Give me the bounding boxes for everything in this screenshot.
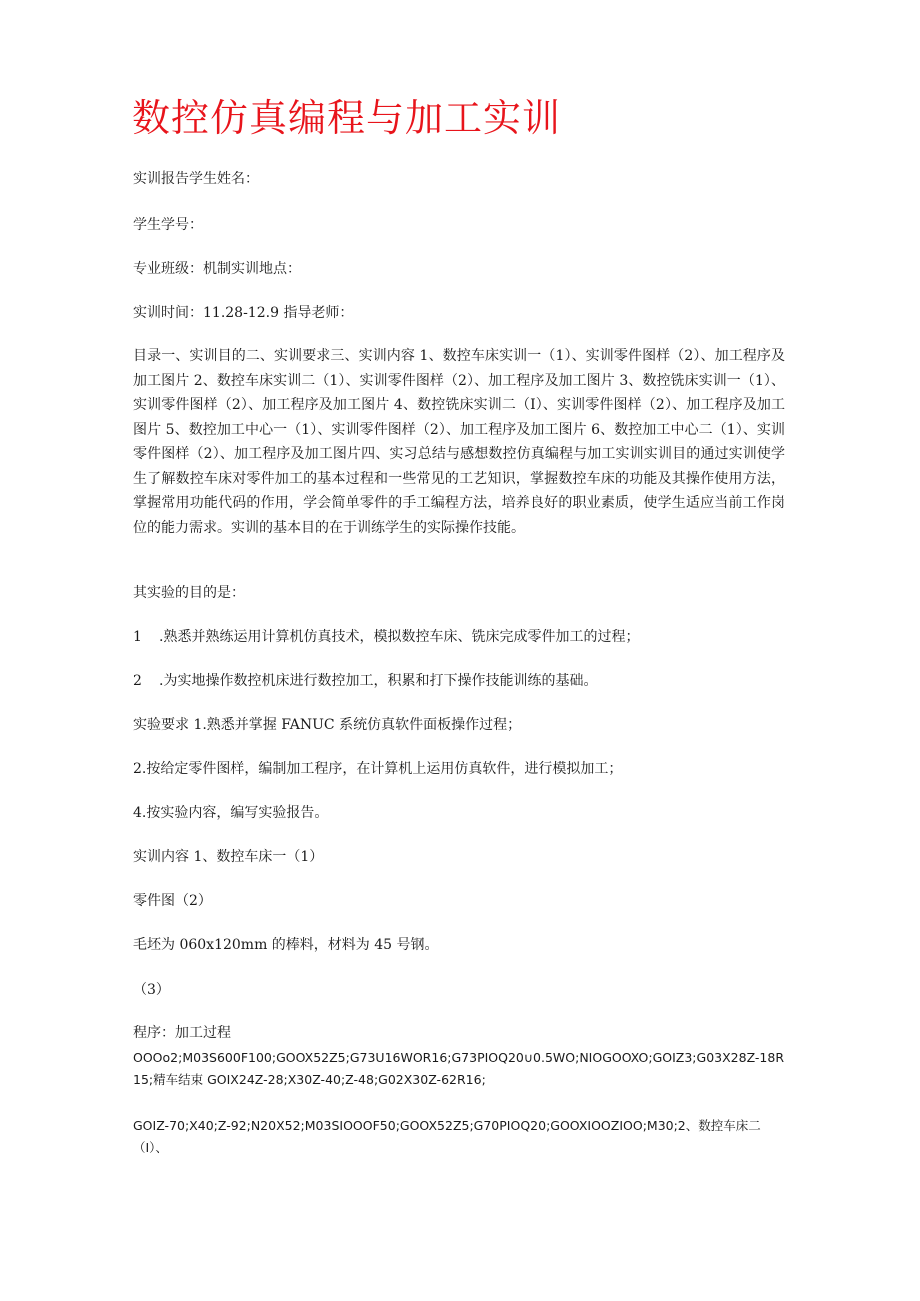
part-drawing-label: 零件图（2） bbox=[133, 893, 212, 909]
purpose-item-2-text: .为实地操作数控机床进行数控加工，积累和打下操作技能训练的基础。 bbox=[159, 673, 598, 689]
purpose-item-1-text: .熟悉并熟练运用计算机仿真技术，模拟数控车床、铣床完成零件加工的过程； bbox=[159, 629, 640, 645]
purpose-item-1-number: 1 bbox=[133, 629, 142, 645]
purpose-item-1 bbox=[133, 627, 639, 647]
training-time-label: 实训时间：11.28-12.9 指导老师： bbox=[133, 305, 354, 321]
requirement-1: 实验要求 1.熟悉并掌握 FANUC 系统仿真软件面板操作过程； bbox=[133, 717, 522, 733]
document-title: 数控仿真编程与加工实训 bbox=[132, 96, 562, 140]
requirement-4: 4.按实验内容，编写实验报告。 bbox=[133, 805, 329, 821]
purpose-item-2-number: 2 bbox=[133, 673, 142, 689]
program-label: 程序：加工过程 bbox=[133, 1025, 231, 1041]
student-id-label: 学生学号： bbox=[133, 217, 203, 233]
student-name-label: 实训报告学生姓名： bbox=[133, 171, 259, 187]
purpose-intro: 其实验的目的是： bbox=[133, 585, 245, 601]
purpose-item-2 bbox=[133, 671, 597, 691]
toc-and-objective-paragraph: 目录一、实训目的二、实训要求三、实训内容 1、数控车床实训一（1）、实训零件图样（2）、加工程序及加工图片 2、数控车床实训二（1）、实训零件图样（2）、加工程序及加工图片 3、数控铣床实训一（1）、实训零件图样（2）、加工程序及加工图片 4、数控铣床实训二（I）、实训零件图样（2）、加工程序及加工图片 5、数控加工中心一（1）、实训零件图样（2）、加工程序及加工图片 6、数控加工中心二（1）、实训零件图样（2）、加工程序及加工图片四、实习总结与感想数控仿真编程与加工实训实训目的通过实训使学生了解数控车床对零件加工的基本过程和一些常见的工艺知识，掌握数控车床的功能及其操作使用方法，掌握常用功能代码的作用，学会简单零件的手工编程方法，培养良好的职业素质，使学生适应当前工作岗位的能力需求。实训的基本目的在于训练学生的实际操作技能。 bbox=[133, 348, 785, 536]
content-heading: 实训内容 1、数控车床一（1） bbox=[133, 849, 324, 865]
requirement-2: 2.按给定零件图样，编制加工程序，在计算机上运用仿真软件，进行模拟加工； bbox=[133, 761, 623, 777]
major-class-label: 专业班级：机制实训地点： bbox=[133, 261, 301, 277]
section-3-label: （3） bbox=[133, 982, 170, 998]
blank-material-text: 毛坯为 060x120mm 的棒料，材料为 45 号钢。 bbox=[133, 937, 439, 953]
program-code-block-1: OOOo2;M03S600F100;GOOX52Z5;G73U16WOR16;G73PIOQ20∪0.5WO;NIOGOOXO;GOIZ3;G03X28Z-18R15;精车结束 GOIX24Z-28;X30Z-40;Z-48;G02X30Z-62R16; bbox=[133, 1050, 785, 1087]
program-code-block-2: GOIZ-70;X40;Z-92;N20X52;M03SIOOOF50;GOOX52Z5;G70PIOQ20;GOOXIOOZIOO;M30;2、数控车床二（I）、 bbox=[133, 1118, 761, 1155]
